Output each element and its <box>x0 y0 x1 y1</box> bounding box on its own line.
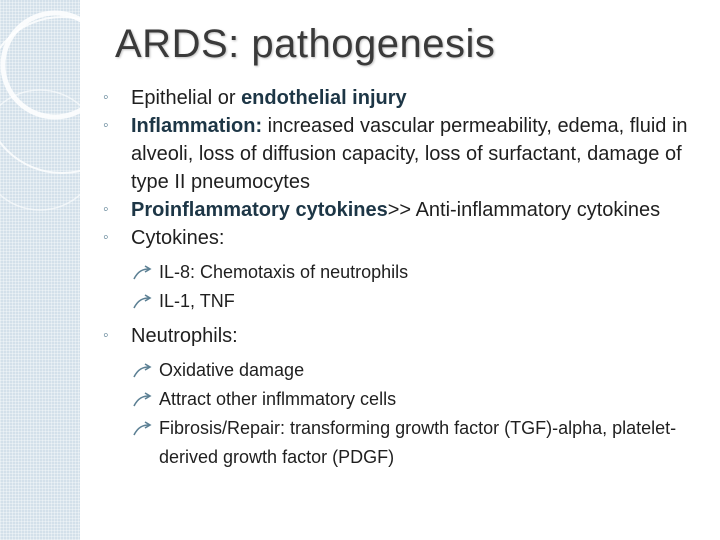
bullet-text: Epithelial or <box>131 87 242 109</box>
subbullet-text: IL-1, TNF <box>159 291 235 311</box>
bullet-text: increased vascular permeability, edema, fluid in alveoli, loss of diffusion capacity, loss of surfactant, damage of type II pneumocytes <box>131 115 688 193</box>
bullet-text: Cytokines: <box>131 227 225 249</box>
hook-arrow-bullet-icon <box>131 258 155 287</box>
open-circle-bullet-icon: ◦ <box>103 327 109 344</box>
open-circle-bullet-icon: ◦ <box>103 229 109 246</box>
subbullet-il1-tnf <box>103 287 703 316</box>
slide-content <box>103 84 703 472</box>
bullet-emphasis: Inflammation: <box>131 115 263 137</box>
subbullet-attract-cells <box>103 385 703 414</box>
subbullet-text: IL-8: Chemotaxis of neutrophils <box>159 262 409 282</box>
bullet-proinflammatory <box>103 196 703 224</box>
bullet-text: Neutrophils: <box>131 325 238 347</box>
subbullet-text: Oxidative damage <box>159 360 305 380</box>
subbullet-fibrosis-repair <box>103 414 703 472</box>
bullet-emphasis: endothelial injury <box>241 87 407 109</box>
subbullet-oxidative-damage <box>103 356 703 385</box>
subbullet-il8 <box>103 258 703 287</box>
subbullet-text: Fibrosis/Repair: transforming growth factor (TGF)-alpha, platelet-derived growth factor (PDGF) <box>159 418 677 467</box>
slide-title: ARDS: pathogenesis <box>115 22 496 66</box>
bullet-cytokines <box>103 224 703 252</box>
subbullet-text: Attract other inflmmatory cells <box>159 389 397 409</box>
bullet-emphasis: Proinflammatory cytokines <box>131 199 388 221</box>
hook-arrow-bullet-icon <box>131 385 155 414</box>
bullet-neutrophils <box>103 322 703 350</box>
hook-arrow-bullet-icon <box>131 414 155 443</box>
open-circle-bullet-icon: ◦ <box>103 89 109 106</box>
hook-arrow-bullet-icon <box>131 356 155 385</box>
hook-arrow-bullet-icon <box>131 287 155 316</box>
bullet-text: >> Anti-inflammatory cytokines <box>387 199 661 221</box>
bullet-epithelial-injury <box>103 84 703 112</box>
open-circle-bullet-icon: ◦ <box>103 201 109 218</box>
bullet-inflammation <box>103 112 703 196</box>
open-circle-bullet-icon: ◦ <box>103 117 109 134</box>
